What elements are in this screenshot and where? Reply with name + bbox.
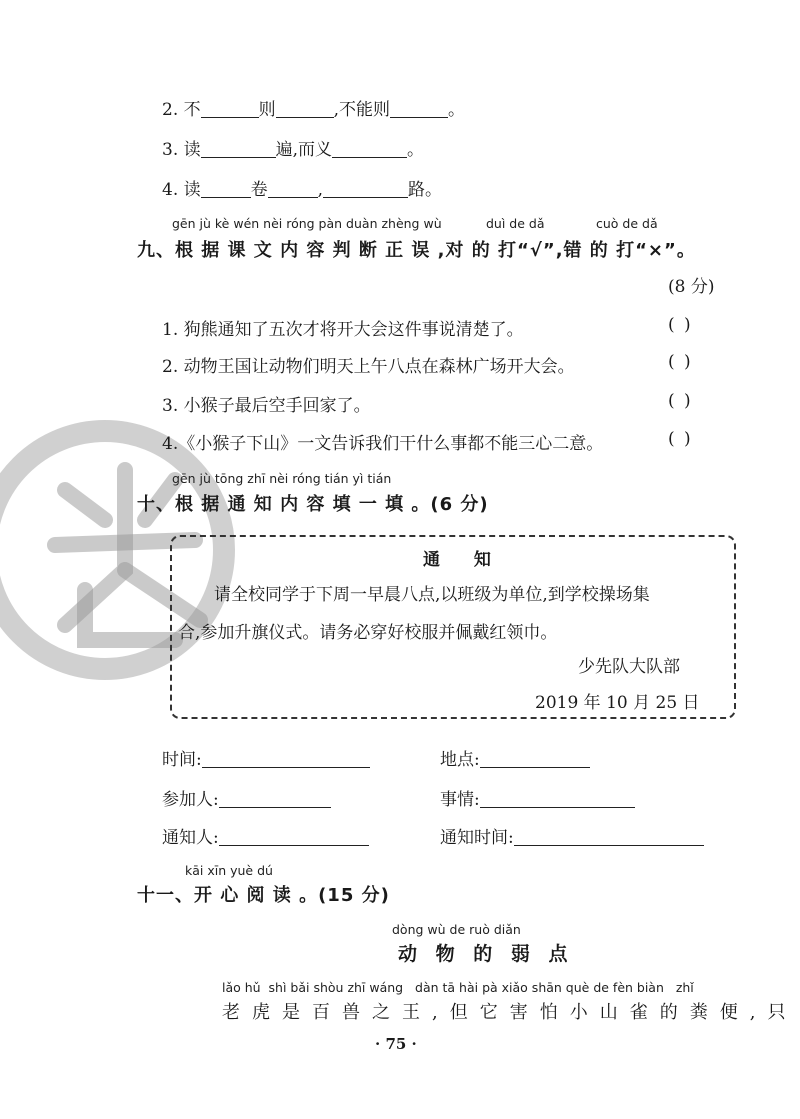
item-text: , <box>317 180 324 200</box>
item-text: 。 <box>448 100 466 120</box>
section9-pinyin-b: duì de dǎ <box>486 216 545 231</box>
place-field <box>440 745 590 770</box>
notice-signer: 少先队大队部 <box>578 657 680 677</box>
judge-answer-1[interactable]: ( ) <box>668 315 693 335</box>
reading-title-pinyin: dòng wù de ruò diǎn <box>392 922 521 937</box>
judge-item-4: 4.《小猴子下山》一文告诉我们干什么事都不能三心二意。 <box>162 434 604 454</box>
time-field <box>162 745 370 770</box>
participants-label: 参加人: <box>162 790 219 810</box>
judge-answer-3[interactable]: ( ) <box>668 391 693 411</box>
section11-pinyin: kāi xīn yuè dú <box>185 863 273 878</box>
notice-time-label: 通知时间: <box>440 828 514 848</box>
item-number: 4. <box>162 180 179 200</box>
answer-blank[interactable] <box>323 179 408 198</box>
story-pinyin: lǎo hǔ shì bǎi shòu zhī wáng dàn tā hài pà xiǎo shān què de fèn biàn zhǐ <box>222 980 694 995</box>
answer-blank[interactable] <box>332 139 407 158</box>
fill-item-2 <box>162 95 465 120</box>
item-number: 3. <box>162 140 179 160</box>
answer-blank[interactable] <box>201 179 251 198</box>
notice-body-line2: 合,参加升旗仪式。请务必穿好校服并佩戴红领巾。 <box>178 623 558 643</box>
item-text: 不 <box>183 100 201 120</box>
participants-field <box>162 785 331 810</box>
judge-item-3: 3. 小猴子最后空手回家了。 <box>162 396 371 416</box>
section9-pinyin-c: cuò de dǎ <box>596 216 658 231</box>
time-blank[interactable] <box>202 749 370 768</box>
notice-date: 2019 年 10 月 25 日 <box>535 693 700 713</box>
item-number: 2. <box>162 100 179 120</box>
item-text: 卷 <box>250 180 268 200</box>
item-text: 则 <box>258 100 276 120</box>
notice-time-blank[interactable] <box>514 827 704 846</box>
matter-field <box>440 785 635 810</box>
notice-time-field <box>440 823 704 848</box>
answer-blank[interactable] <box>276 99 334 118</box>
answer-blank[interactable] <box>268 179 318 198</box>
section10-pinyin: gēn jù tōng zhī nèi róng tián yì tián <box>172 471 392 486</box>
page-number: · 75 · <box>375 1035 417 1053</box>
reading-title: 动 物 的 弱 点 <box>398 943 574 965</box>
item-text: ,不能则 <box>333 100 391 120</box>
section9-heading: 九、根 据 课 文 内 容 判 断 正 误 ,对 的 打“√”,错 的 打“×”。 <box>137 240 696 261</box>
notice-title: 通 知 <box>423 550 505 570</box>
fill-item-4 <box>162 175 442 200</box>
notifier-label: 通知人: <box>162 828 219 848</box>
judge-item-2: 2. 动物王国让动物们明天上午八点在森林广场开大会。 <box>162 357 575 377</box>
answer-blank[interactable] <box>201 99 259 118</box>
place-label: 地点: <box>440 750 480 770</box>
fill-item-3 <box>162 135 424 160</box>
story-line: 老虎是百兽之王,但它害怕小山雀的粪便,只 <box>222 1002 798 1023</box>
time-label: 时间: <box>162 750 202 770</box>
place-blank[interactable] <box>480 749 590 768</box>
item-text: 遍,而义 <box>275 140 333 160</box>
item-text: 路。 <box>408 180 443 200</box>
section9-pinyin-a: gēn jù kè wén nèi róng pàn duàn zhèng wù <box>172 216 442 231</box>
item-text: 。 <box>407 140 425 160</box>
item-text: 读 <box>183 180 201 200</box>
notice-body-line1: 请全校同学于下周一早晨八点,以班级为单位,到学校操场集 <box>214 585 650 605</box>
matter-label: 事情: <box>440 790 480 810</box>
answer-blank[interactable] <box>201 139 276 158</box>
matter-blank[interactable] <box>480 789 635 808</box>
judge-answer-2[interactable]: ( ) <box>668 352 693 372</box>
answer-blank[interactable] <box>390 99 448 118</box>
notifier-field <box>162 823 369 848</box>
section9-score: (8 分) <box>668 277 715 297</box>
section11-heading: 十一、开 心 阅 读 。(15 分) <box>137 885 390 906</box>
judge-item-1: 1. 狗熊通知了五次才将开大会这件事说清楚了。 <box>162 320 524 340</box>
judge-answer-4[interactable]: ( ) <box>668 429 693 449</box>
participants-blank[interactable] <box>219 789 331 808</box>
notifier-blank[interactable] <box>219 827 369 846</box>
item-text: 读 <box>183 140 201 160</box>
section10-heading: 十、根 据 通 知 内 容 填 一 填 。(6 分) <box>137 494 489 515</box>
